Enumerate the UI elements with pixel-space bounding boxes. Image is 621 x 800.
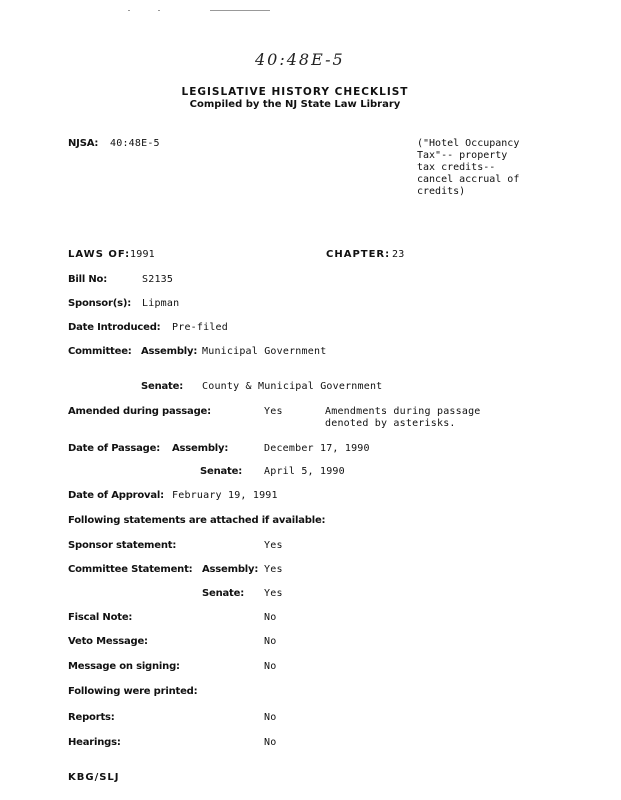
- committee-label: Committee:: [68, 346, 132, 357]
- njsa-value: 40:48E-5: [110, 138, 160, 149]
- njsa-label: NJSA:: [68, 138, 99, 149]
- date-introduced-label: Date Introduced:: [68, 322, 161, 333]
- scan-mark: [158, 10, 160, 11]
- passage-senate-label: Senate:: [200, 466, 243, 477]
- date-of-passage-label: Date of Passage:: [68, 443, 160, 454]
- hearings-label: Hearings:: [68, 737, 121, 748]
- reports-label: Reports:: [68, 712, 115, 723]
- amended-note-line2: denoted by asterisks.: [325, 418, 456, 429]
- committee-statement-senate-label: Senate:: [202, 588, 245, 599]
- committee-senate-value: County & Municipal Government: [202, 381, 383, 392]
- committee-statement-assembly-label: Assembly:: [202, 564, 259, 575]
- committee-statement-senate-value: Yes: [264, 588, 283, 599]
- compiler-initials: KBG/SLJ: [68, 772, 120, 783]
- sponsor-statement-value: Yes: [264, 540, 283, 551]
- passage-senate-value: April 5, 1990: [264, 466, 345, 477]
- committee-assembly-label: Assembly:: [141, 346, 198, 357]
- bill-no-label: Bill No:: [68, 274, 108, 285]
- handwritten-number: 40:48E-5: [255, 50, 345, 69]
- message-on-signing-label: Message on signing:: [68, 661, 180, 672]
- date-of-approval-value: February 19, 1991: [172, 490, 278, 501]
- reports-value: No: [264, 712, 277, 723]
- bill-no-value: S2135: [142, 274, 174, 285]
- message-on-signing-value: No: [264, 661, 277, 672]
- passage-assembly-value: December 17, 1990: [264, 443, 370, 454]
- printed-heading: Following were printed:: [68, 686, 198, 697]
- fiscal-note-value: No: [264, 612, 277, 623]
- committee-assembly-value: Municipal Government: [202, 346, 327, 357]
- committee-senate-label: Senate:: [141, 381, 184, 392]
- scan-mark: [210, 10, 270, 11]
- committee-statement-assembly-value: Yes: [264, 564, 283, 575]
- hearings-value: No: [264, 737, 277, 748]
- laws-of-label: LAWS OF:: [68, 249, 131, 260]
- date-of-approval-label: Date of Approval:: [68, 490, 164, 501]
- amended-value: Yes: [264, 406, 283, 417]
- sponsors-value: Lipman: [142, 298, 180, 309]
- laws-of-value: 1991: [130, 249, 155, 260]
- sponsors-label: Sponsor(s):: [68, 298, 131, 309]
- passage-assembly-label: Assembly:: [172, 443, 229, 454]
- page-title: LEGISLATIVE HISTORY CHECKLIST: [181, 86, 409, 98]
- committee-statement-label: Committee Statement:: [68, 564, 193, 575]
- amended-note-line1: Amendments during passage: [325, 406, 481, 417]
- statements-heading: Following statements are attached if available:: [68, 515, 326, 526]
- date-introduced-value: Pre-filed: [172, 322, 228, 333]
- fiscal-note-label: Fiscal Note:: [68, 612, 133, 623]
- veto-message-value: No: [264, 636, 277, 647]
- sponsor-statement-label: Sponsor statement:: [68, 540, 177, 551]
- page-subtitle: Compiled by the NJ State Law Library: [189, 99, 401, 110]
- chapter-value: 23: [392, 249, 405, 260]
- amended-label: Amended during passage:: [68, 406, 211, 417]
- chapter-label: CHAPTER:: [326, 249, 391, 260]
- scan-mark: [128, 10, 130, 11]
- njsa-description: ("Hotel Occupancy Tax"-- property tax credits--cancel accrual of credits): [417, 138, 520, 197]
- veto-message-label: Veto Message:: [68, 636, 148, 647]
